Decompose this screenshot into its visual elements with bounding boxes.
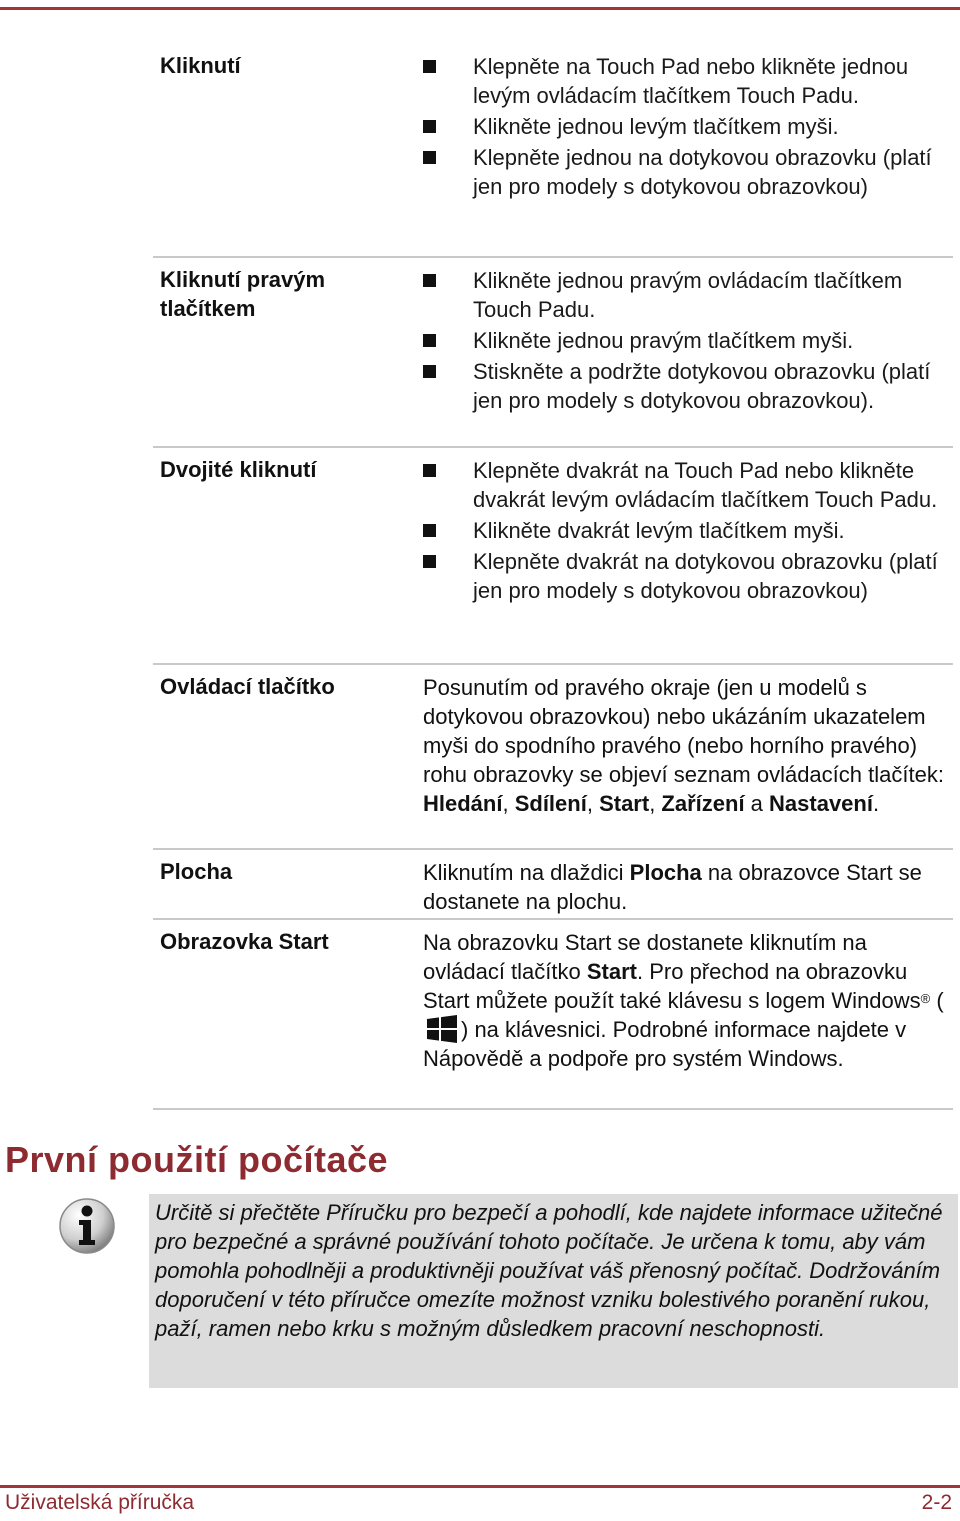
table-row: [153, 920, 953, 1110]
row-term: Kliknutí pravým tlačítkem: [160, 267, 326, 321]
row-items: [416, 52, 953, 201]
row-items: [416, 266, 953, 415]
note-box: [149, 1194, 958, 1388]
row-term: Ovládací tlačítko: [160, 674, 335, 699]
row-description: Na obrazovku Start se dostanete kliknutím na ovládací tlačítko Start. Pro přechod na obrazovku Start můžete použít také klávesu s logem Windows® ( ) na klávesnici. Podrobné informace najdete v Nápovědě a podpoře pro systém Windows.: [423, 930, 944, 1071]
list-item: Klepněte dvakrát na Touch Pad nebo klikněte dvakrát levým ovládacím tlačítkem Touch Padu.: [416, 456, 953, 514]
table-row: [153, 850, 953, 920]
bullet-icon: [423, 151, 436, 164]
table-row: [153, 448, 953, 665]
page-number: 2-2: [921, 1491, 952, 1514]
footer-title: Uživatelská příručka: [5, 1491, 195, 1514]
list-item: Klikněte jednou pravým tlačítkem myši.: [416, 326, 953, 355]
section-title: První použití počítače: [5, 1139, 389, 1180]
bullet-icon: [423, 334, 436, 347]
windows-logo-icon: [427, 1015, 457, 1043]
row-term: Plocha: [160, 859, 233, 884]
note-text: Určitě si přečtěte Příručku pro bezpečí a pohodlí, kde najdete informace užitečné pro bezpečné a správné používání tohoto počítače. Je určena k tomu, aby vám pomohla pohodlněji a produktivněji používat váš přenosný počítač. Dodržováním doporučení v této příručce omezíte možnost vzniku bolestivého poranění rukou, paží, ramen nebo krku s možným důsledkem pracovní neschopnosti.: [155, 1200, 943, 1341]
list-item: Klepněte na Touch Pad nebo klikněte jednou levým ovládacím tlačítkem Touch Padu.: [416, 52, 953, 110]
list-item: Klikněte jednou levým tlačítkem myši.: [416, 112, 953, 141]
row-items: [416, 456, 953, 605]
gesture-table: [153, 44, 953, 1110]
bullet-icon: [423, 555, 436, 568]
bullet-icon: [423, 524, 436, 537]
bullet-icon: [423, 60, 436, 73]
row-term: Dvojité kliknutí: [160, 457, 317, 482]
bottom-rule: [0, 1485, 960, 1488]
list-item: Klikněte jednou pravým ovládacím tlačítkem Touch Padu.: [416, 266, 953, 324]
info-icon: [57, 1196, 117, 1261]
table-row: [153, 258, 953, 448]
table-row: [153, 665, 953, 850]
bullet-icon: [423, 120, 436, 133]
bullet-icon: [423, 274, 436, 287]
list-item: Klikněte dvakrát levým tlačítkem myši.: [416, 516, 953, 545]
row-term: Kliknutí: [160, 53, 241, 78]
row-description: Posunutím od pravého okraje (jen u modelů s dotykovou obrazovkou) nebo ukázáním ukazatelem myši do spodního pravého (nebo horního pravého) rohu obrazovky se objeví seznam ovládacích tlačítek: Hledání, Sdílení, Start, Zařízení a Nastavení.: [423, 675, 944, 816]
bullet-icon: [423, 365, 436, 378]
list-item: Klepněte jednou na dotykovou obrazovku (platí jen pro modely s dotykovou obrazovkou): [416, 143, 953, 201]
list-item: Stiskněte a podržte dotykovou obrazovku (platí jen pro modely s dotykovou obrazovkou).: [416, 357, 953, 415]
row-description: Kliknutím na dlaždici Plocha na obrazovce Start se dostanete na plochu.: [423, 860, 922, 914]
bullet-icon: [423, 464, 436, 477]
list-item: Klepněte dvakrát na dotykovou obrazovku (platí jen pro modely s dotykovou obrazovkou): [416, 547, 953, 605]
table-row: [153, 44, 953, 258]
row-term: Obrazovka Start: [160, 929, 329, 954]
top-rule: [0, 7, 960, 10]
